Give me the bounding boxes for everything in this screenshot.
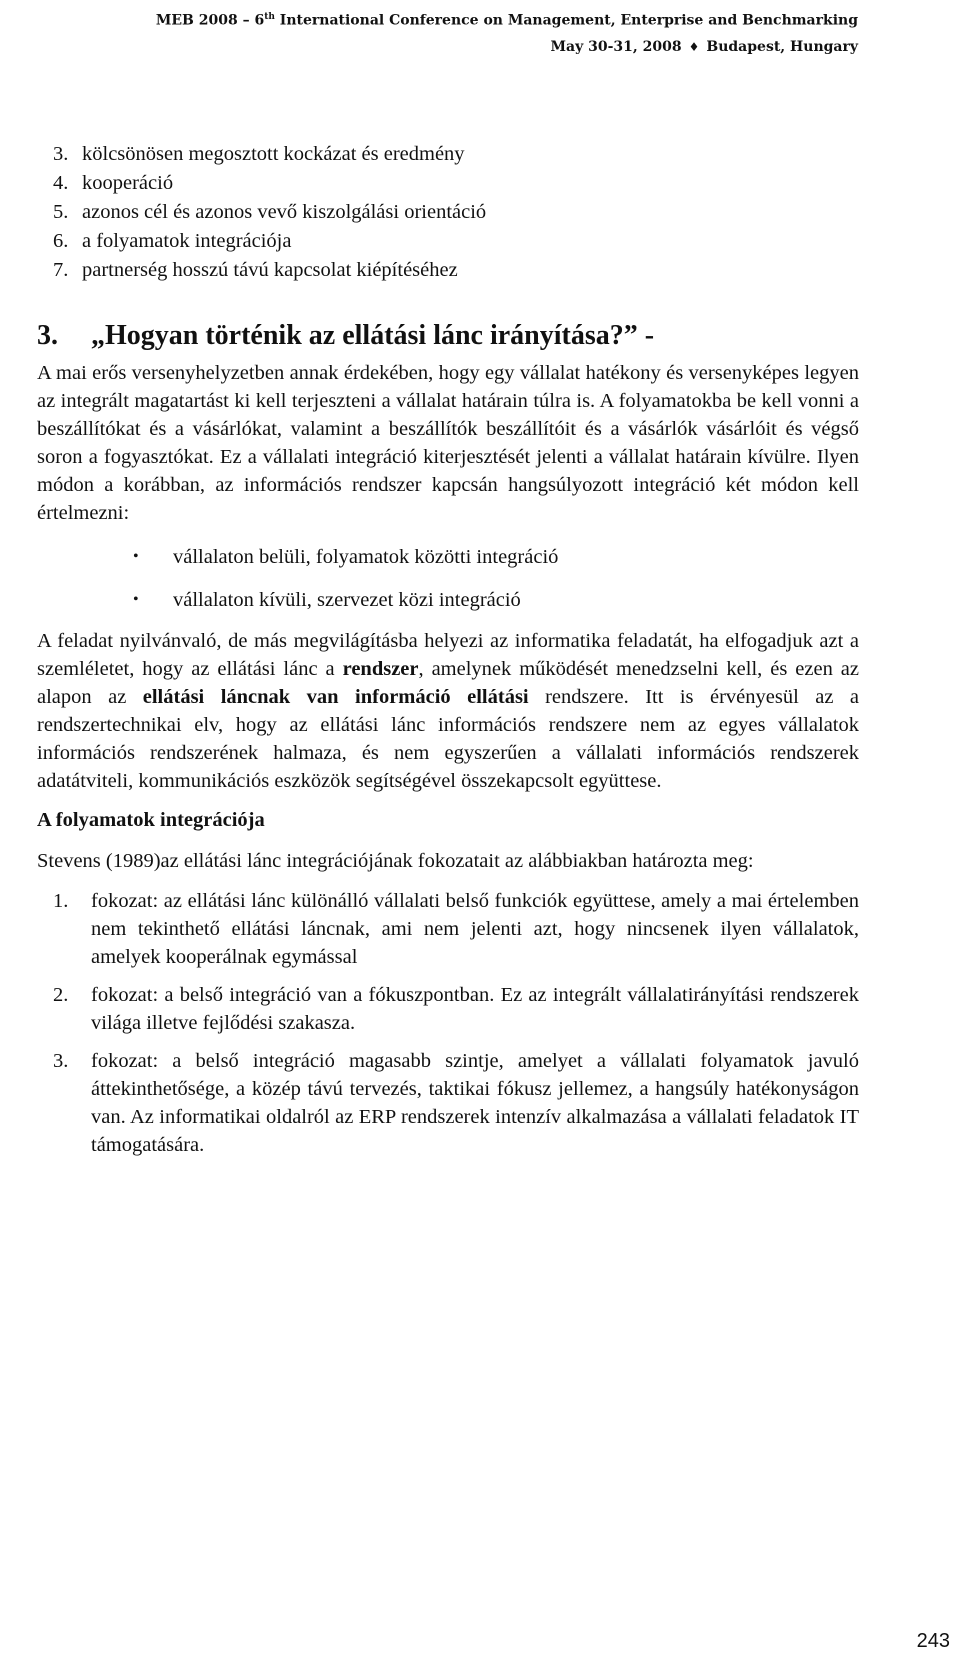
section-heading: 3. „Hogyan történik az ellátási lánc irányítása?” -: [37, 320, 655, 351]
list-item: 6. a folyamatok integrációja: [53, 230, 292, 252]
list-item: 3. kölcsönösen megosztott kockázat és eredmény: [53, 143, 465, 165]
page-number: 243: [916, 1630, 950, 1652]
paragraph-stevens: Stevens (1989)az ellátási lánc integrációjának fokozatait az alábbiakban határozta meg:: [37, 850, 754, 872]
paragraph-information-system: A feladat nyilvánvaló, de más megvilágításba helyezi az informatika feladatát, ha elfogadjuk azt a szemléletet, hogy az ellátási lánc a rendszer, amelynek működését menedzselni kell, és ezen az alapon az ellátási láncnak van információ ellátási rendszere. Itt is érvényesül az a rendszertechnikai elv, hogy az ellátási lánc információs rendszere nem az egyes vállalatok információs rendszerének halmaza, és nem egyszerűen a vállalati információs rendszerek adatátviteli, kommunikációs eszközök segítségével összekapcsolt együttese.: [37, 630, 860, 792]
conference-date-location: May 30-31, 2008 ♦ Budapest, Hungary: [156, 34, 858, 60]
diamond-icon: ♦: [688, 39, 700, 54]
list-item: 7. partnerség hosszú távú kapcsolat kiépítéséhez: [53, 259, 458, 281]
principles-list: [37, 140, 859, 285]
bullet-icon: •: [133, 547, 139, 565]
bullet-item: • vállalaton belüli, folyamatok közötti integráció: [37, 535, 859, 578]
list-item: 1. fokozat: az ellátási lánc különálló vállalati belső funkciók együttese, amely a mai értelemben nem tekinthető ellátási láncnak, ami nem jelenti azt, hogy nincsenek ilyen vállalatok, amelyek kooperálnak egymással: [53, 890, 859, 968]
paragraph-integration: A mai erős versenyhelyzetben annak érdekében, hogy egy vállalat hatékony és versenyképes legyen az integrált magatartást ki kell terjeszteni a vállalat határain túlra is. A folyamatokba be kell vonni a beszállítókat és a vásárlókat, valamint a beszállítók beszállítóit és a vásárlók vásárlóit és végső soron a fogyasztókat. Ez a vállalati integráció kiterjesztését jelenti a vállalat határain kívülre. Ilyen módon a korábban, az információs rendszer kapcsán hangsúlyozott integráció két módon kell értelmezni:: [37, 362, 859, 524]
list-item: 2. fokozat: a belső integráció van a fókuszpontban. Ez az integrált vállalatirányítási rendszerek világa illetve fejlődési szakasza.: [53, 984, 859, 1034]
conference-title: MEB 2008 – 6th International Conference on Management, Enterprise and Benchmarking: [155, 12, 858, 29]
list-item: 5. azonos cél és azonos vevő kiszolgálási orientáció: [53, 201, 487, 223]
stages-list: [37, 887, 859, 1159]
bullet-icon: •: [133, 590, 139, 608]
page-body: [37, 140, 859, 1169]
integration-bullets: [37, 535, 859, 621]
subsection-heading: A folyamatok integrációja: [37, 809, 265, 831]
list-item: 4. kooperáció: [53, 172, 174, 194]
list-item: 3. fokozat: a belső integráció magasabb szintje, amelyet a vállalati folyamatok javuló áttekinthetősége, a közép távú tervezés, taktikai fókusz jellemez, a hangsúly hatékonyságon van. Az informatikai oldalról az ERP rendszerek intenzív alkalmazása a vállalati feladatok IT támogatására.: [53, 1050, 859, 1156]
bullet-item: • vállalaton kívüli, szervezet közi integráció: [37, 578, 859, 621]
running-header: [156, 4, 858, 60]
